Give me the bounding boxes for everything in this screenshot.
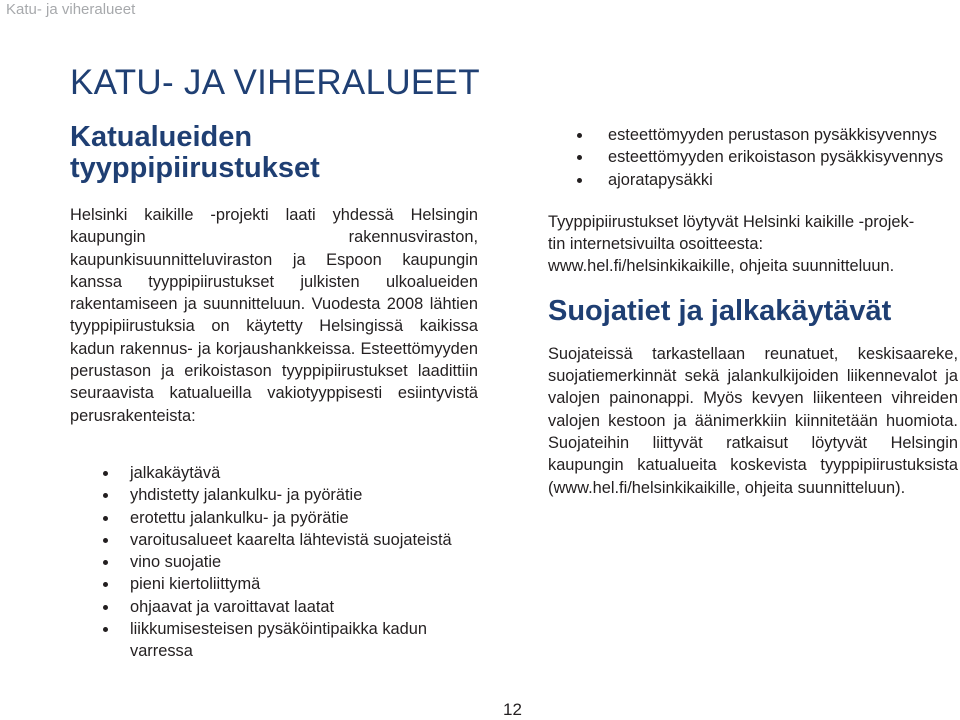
page-number: 12 xyxy=(503,700,522,719)
links-line-3: www.hel.fi/helsinkikaikille, ohjeita suunnitteluun. xyxy=(548,257,895,276)
bullet-icon xyxy=(577,133,582,138)
bullet-icon xyxy=(103,538,108,543)
list-item: esteettömyyden perustason pysäkkisyvennys xyxy=(548,124,958,146)
bullet-icon xyxy=(103,493,108,498)
bullet-icon xyxy=(103,582,108,587)
left-column xyxy=(70,122,478,663)
bullet-icon xyxy=(103,471,108,476)
right-bullet-list xyxy=(548,124,958,191)
list-item: jalkakäytävä xyxy=(70,462,478,484)
running-head: Katu- ja viheralueet xyxy=(6,1,136,18)
links-paragraph xyxy=(548,211,958,278)
list-item: esteettömyyden erikoistason pysäkkisyvennys xyxy=(548,146,958,168)
bullet-icon xyxy=(103,516,108,521)
right-subtitle: Suojatiet ja jalkakäytävät xyxy=(548,294,892,327)
bullet-icon xyxy=(103,605,108,610)
left-subtitle xyxy=(70,122,478,184)
list-item: vino suojatie xyxy=(70,551,478,573)
bullet-icon xyxy=(577,155,582,160)
left-subtitle-line1: Katualueiden xyxy=(70,121,253,153)
left-bullet-list xyxy=(70,462,478,663)
links-line-1: Tyyppipiirustukset löytyvät Helsinki kaikille -projek- xyxy=(548,212,915,231)
right-column xyxy=(548,124,958,499)
list-item: liikkumisesteisen pysäköintipaikka kadun varressa xyxy=(70,618,478,663)
list-item: erotettu jalankulku- ja pyörätie xyxy=(70,507,478,529)
list-item: ohjaavat ja varoittavat laatat xyxy=(70,596,478,618)
list-item: varoitusalueet kaarelta lähtevistä suojateistä xyxy=(70,529,478,551)
bullet-icon xyxy=(103,560,108,565)
list-item: pieni kiertoliittymä xyxy=(70,573,478,595)
intro-paragraph: Helsinki kaikille -projekti laati yhdessä Helsingin kaupungin rakennusviraston, kaupunkisuunnitteluviraston ja Espoon kaupungin kanssa tyyppipiirustukset julkisten ulkoalueiden rakentamiseen ja suunnitteluun. Vuodesta 2008 lähtien tyyppipiirustuksia on käytetty Helsingissä kaikissa kadun rakennus- ja korjaushankkeissa. Esteettömyyden perustason ja erikoistason tyyppipiirustukset laadittiin seuraavista katualueilla vakiotyyppisesti esiintyvistä perusrakenteista: xyxy=(70,206,478,425)
list-item: ajoratapysäkki xyxy=(548,169,958,191)
crossings-paragraph: Suojateissä tarkastellaan reunatuet, keskisaareke, suojatiemerkinnät sekä jalankulkijoiden liikennevalot ja valojen painonappi. Myös kevyen liikenteen vihreiden valojen kestoon ja äänimerkkiin kiinnitetään huomiota. Suojateihin liittyvät ratkaisut löytyvät Helsingin kaupungin katualueita koskevista tyyppipiirustuksista (www.hel.fi/helsinkikaikille, ohjeita suunnitteluun). xyxy=(548,344,958,497)
list-item: yhdistetty jalankulku- ja pyörätie xyxy=(70,484,478,506)
bullet-icon xyxy=(577,178,582,183)
links-line-2: tin internetsivuilta osoitteesta: xyxy=(548,235,764,254)
section-title: KATU- JA VIHERALUEET xyxy=(70,63,480,102)
bullet-icon xyxy=(103,627,108,632)
left-subtitle-line2: tyyppipiirustukset xyxy=(70,152,320,184)
